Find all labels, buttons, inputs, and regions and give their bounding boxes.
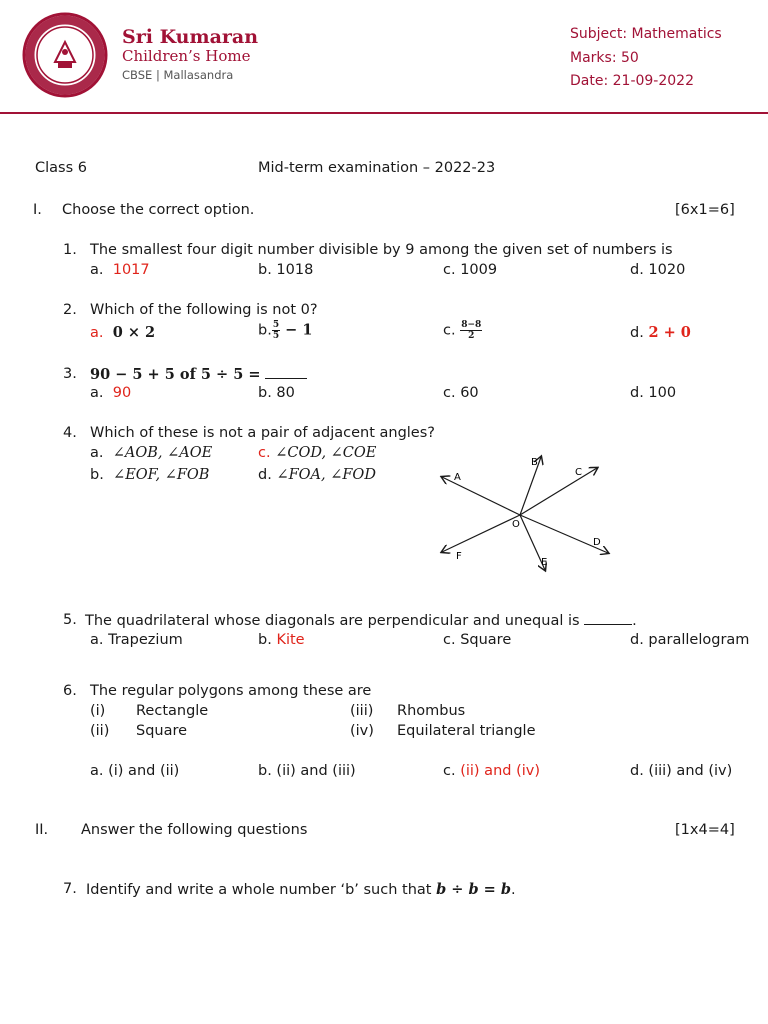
q6-item-ii-num: (ii) xyxy=(90,723,110,739)
q4-text: Which of these is not a pair of adjacent angles? xyxy=(90,425,435,441)
q4-option-b: b. ∠EOF, ∠FOB xyxy=(90,467,210,483)
q6-item-iii: Rhombus xyxy=(397,703,466,719)
q6-item-i-num: (i) xyxy=(90,703,106,719)
q6-item-ii: Square xyxy=(136,723,188,739)
q6-option-c: c. (ii) and (iv) xyxy=(443,763,540,779)
ray-oc xyxy=(520,468,597,515)
marks-label: Marks: 50 xyxy=(570,50,639,66)
label-e: E xyxy=(541,557,548,568)
q6-item-i: Rectangle xyxy=(136,703,209,719)
q5-option-b: b. Kite xyxy=(258,632,305,648)
q6-option-d: d. (iii) and (iv) xyxy=(630,763,733,779)
q5-option-d: d. parallelogram xyxy=(630,632,750,648)
q2-option-b: b. $\frac{5}{5}$ − 1 xyxy=(258,320,313,341)
q6-option-a: a. (i) and (ii) xyxy=(90,763,180,779)
q3-number: 3. xyxy=(63,366,77,382)
q2-option-c: c. $\frac{8-8}{2}$ xyxy=(443,320,482,341)
date-label: Date: 21-09-2022 xyxy=(570,73,694,89)
q1-option-c: c. 1009 xyxy=(443,262,498,278)
q1-option-b: b. 1018 xyxy=(258,262,314,278)
q6-item-iv-num: (iv) xyxy=(350,723,374,739)
q5-number: 5. xyxy=(63,612,77,628)
q1-answer: 1017 xyxy=(112,262,150,278)
q7-text: Identify and write a whole number ‘b’ such that b ÷ b = b. xyxy=(86,881,516,898)
school-location: CBSE | Mallasandra xyxy=(122,68,234,82)
section-1-heading: Choose the correct option. xyxy=(62,202,255,218)
section-2-marks: [1x4=4] xyxy=(675,822,735,838)
header-divider xyxy=(0,112,768,114)
q2-option-a: a. 0 × 2 xyxy=(90,324,156,341)
q2-text: Which of the following is not 0? xyxy=(90,302,318,318)
subject-label: Subject: Mathematics xyxy=(570,26,722,42)
section-2-heading: Answer the following questions xyxy=(81,822,308,838)
class-label: Class 6 xyxy=(35,160,87,176)
q4-option-c: c. ∠COD, ∠COE xyxy=(258,445,377,461)
q3-option-d: d. 100 xyxy=(630,385,677,401)
ray-of xyxy=(442,515,520,552)
label-a: A xyxy=(454,472,461,483)
angles-figure xyxy=(430,445,630,580)
q7-number: 7. xyxy=(63,881,77,897)
school-logo xyxy=(22,12,108,98)
q1-number: 1. xyxy=(63,242,77,258)
q3-option-b: b. 80 xyxy=(258,385,295,401)
q2-option-d: d. 2 + 0 xyxy=(630,324,691,341)
q6-number: 6. xyxy=(63,683,77,699)
q1-option-a: a. 1017 xyxy=(90,262,150,278)
label-f: F xyxy=(456,551,462,562)
label-o: O xyxy=(512,519,520,530)
q3-option-a: a. 90 xyxy=(90,385,132,401)
q5-text: The quadrilateral whose diagonals are perpendicular and unequal is . xyxy=(85,613,637,629)
q5-option-a: a. Trapezium xyxy=(90,632,183,648)
q2-number: 2. xyxy=(63,302,77,318)
q4-number: 4. xyxy=(63,425,77,441)
q5-option-c: c. Square xyxy=(443,632,512,648)
school-subtitle: Children’s Home xyxy=(122,47,251,65)
q3-option-c: c. 60 xyxy=(443,385,479,401)
label-c: C xyxy=(575,467,582,478)
section-1-marks: [6x1=6] xyxy=(675,202,735,218)
section-1-numeral: I. xyxy=(33,202,42,218)
label-d: D xyxy=(593,537,601,548)
q1-text: The smallest four digit number divisible by 9 among the given set of numbers is xyxy=(90,242,673,258)
q6-item-iii-num: (iii) xyxy=(350,703,374,719)
q4-option-d: d. ∠FOA, ∠FOD xyxy=(258,467,376,483)
exam-title: Mid-term examination – 2022-23 xyxy=(258,160,496,176)
q4-option-a: a. ∠AOB, ∠AOE xyxy=(90,445,213,461)
q1-option-d: d. 1020 xyxy=(630,262,686,278)
section-2-numeral: II. xyxy=(35,822,49,838)
q6-text: The regular polygons among these are xyxy=(90,683,372,699)
q6-item-iv: Equilateral triangle xyxy=(397,723,536,739)
q6-option-b: b. (ii) and (iii) xyxy=(258,763,356,779)
label-b: B xyxy=(531,457,538,468)
q3-expression: 90 − 5 + 5 of 5 ÷ 5 = xyxy=(90,366,307,383)
school-name: Sri Kumaran xyxy=(122,26,259,48)
